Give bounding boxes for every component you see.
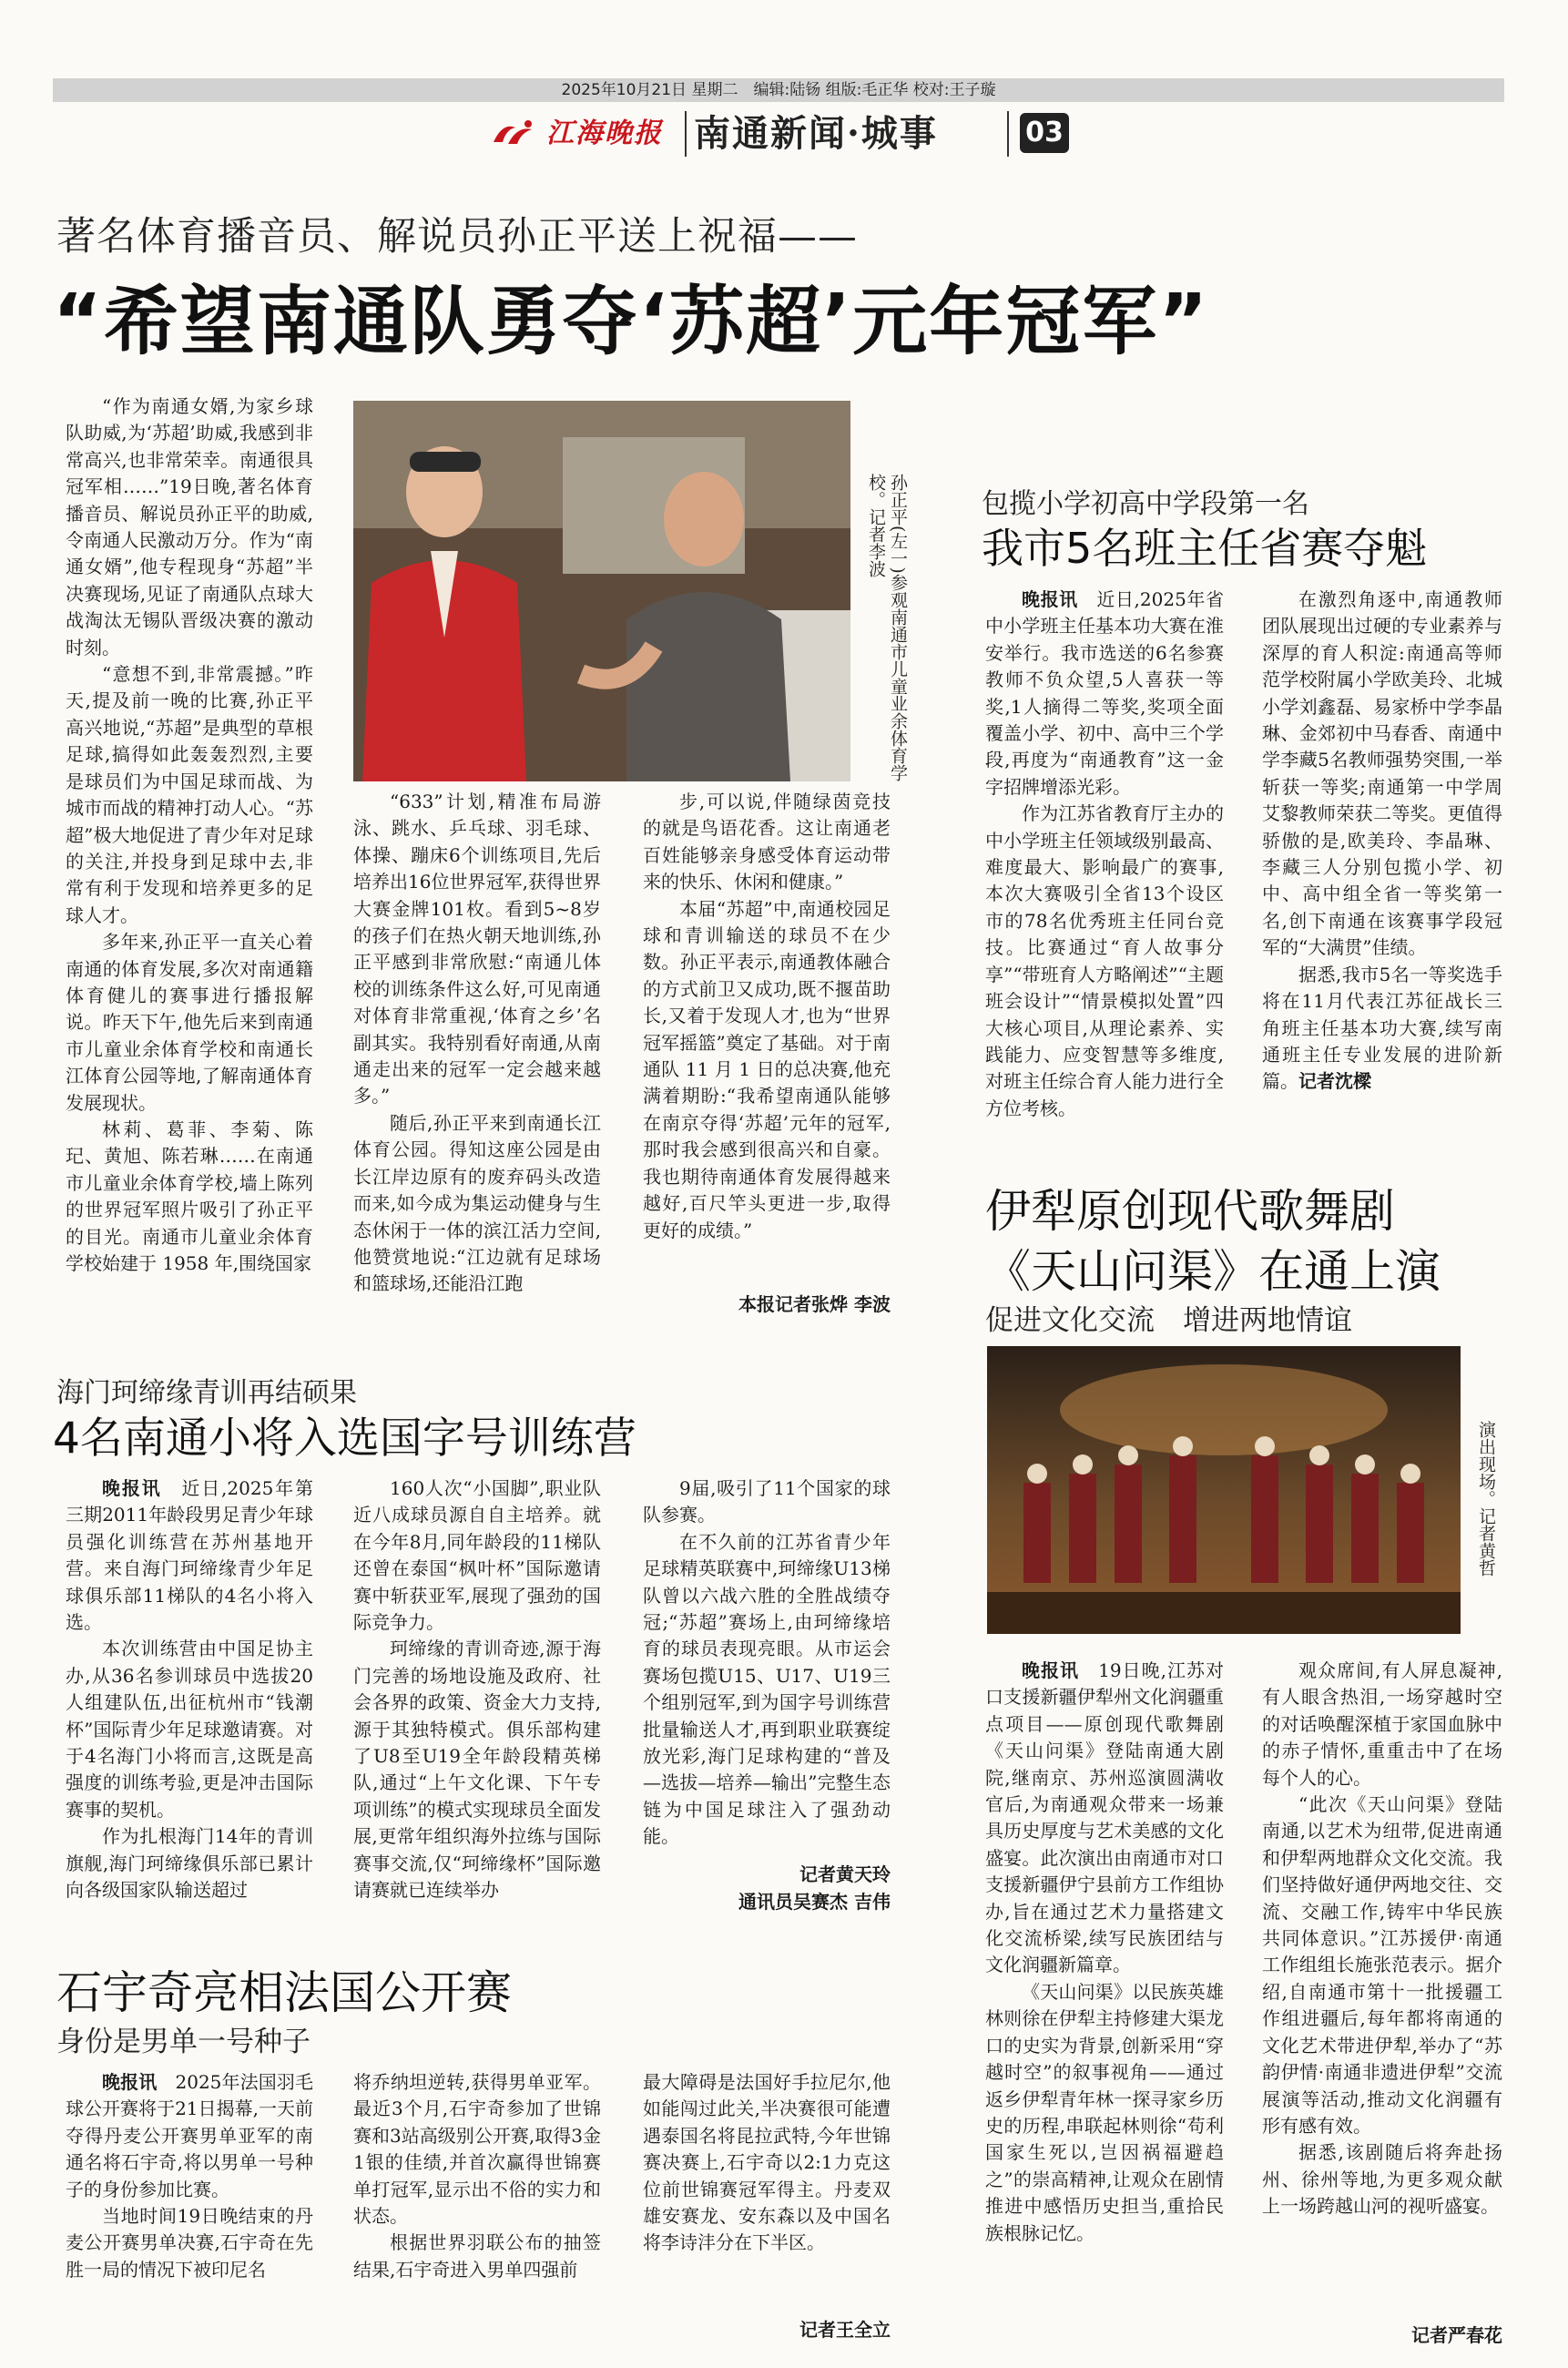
article5-paragraph: 根据世界羽联公布的抽签结果,石宇奇进入男单四强前 [353, 2231, 601, 2281]
article1-paragraph: 林莉、葛菲、李菊、陈玘、黄旭、陈若琳……在南通市儿童业余体育学校,墙上陈列的世界冠军照片吸引了孙正平的目光。南通市儿童业余体育学校始建于 1958 年,围绕国家 [66, 1118, 313, 1274]
article3-photo [987, 1346, 1461, 1634]
article3-column-1 [985, 1658, 1224, 2342]
article5-paragraph [66, 2069, 313, 2203]
article1-paragraph: 步,可以说,伴随绿茵竞技的就是鸟语花香。这让南通老百姓能够亲身感受体育运动带来的快乐、休闲和健康。” [643, 791, 891, 893]
article2-paragraph: 在激烈角逐中,南通教师团队展现出过硬的专业素养与深厚的育人积淀:南通高等师范学校附属小学欧美玲、北城小学刘鑫磊、易家桥中学李晶琳、金郊初中马春香、南通中学李藏5名教师强势突围,一举斩获一等奖;南通第一中学周艾黎教师荣获二等奖。更值得骄傲的是,欧美玲、李晶琳、李藏三人分别包揽小学、初中、高中组全省一等奖第一名,创下南通在该赛事学段冠军的“大满贯”佳绩。 [1262, 588, 1502, 959]
article1-paragraph: 多年来,孙正平一直关心着南通的体育发展,多次对南通籍体育健儿的赛事进行播报解说。昨天下午,他先后来到南通市儿童业余体育学校和南通长江体育公园等地,了解南通体育发展现状。 [66, 931, 313, 1114]
article5-column-2 [353, 2069, 601, 2342]
article5-column-1 [66, 2069, 313, 2342]
article1-headline: “希望南通队勇夺‘苏超’元年冠军” [53, 279, 1210, 365]
article4-paragraph: 在不久前的江苏省青少年足球精英联赛中,珂缔缘U13梯队曾以六战六胜的全胜战绩夺冠;“苏超”赛场上,由珂缔缘培育的球员表现亮眼。从市运会赛场包揽U15、U17、U19三个组别冠军,到为国字号训练营批量输送人才,再到职业联赛绽放光彩,海门足球构建的“普及—选拔—培养—输出”完整生态链为中国足球注入了强劲动能。 [643, 1530, 891, 1848]
article5-paragraph-text: 当地时间19日晚结束的丹麦公开赛男单决赛,石宇奇在先胜一局的情况下被印尼名 [66, 2205, 313, 2281]
article3-paragraph-text: 19日晚,江苏对口支援新疆伊犁州文化润疆重点项目——原创现代歌舞剧《天山问渠》登陆南通大剧院,继南京、苏州巡演圆满收官后,为南通观众带来一场兼具历史厚度与艺术美感的文化盛宴。此次演出由南通市对口支援新疆伊宁县前方工作组协办,旨在通过艺术力量搭建文化交流桥梁,续写民族团结与文化润疆新篇章。 [985, 1659, 1225, 1976]
article5-paragraph-text: 2025年法国羽毛球公开赛将于21日揭幕,一天前夺得丹麦公开赛男单亚军的南通名将石宇奇,将以男单一号种子的身份参加比赛。 [66, 2071, 314, 2200]
article3-headline-line1: 伊犁原创现代歌舞剧 [985, 1185, 1395, 1238]
article1-column-1 [66, 393, 313, 1274]
article5-headline: 石宇奇亮相法国公开赛 [56, 1966, 512, 2019]
article2-paragraph-text: 作为江苏省教育厅主办的中小学班主任领域级别最高、难度最大、影响最广的赛事,本次大赛吸引全省13个设区市的78名优秀班主任同台竞技。比赛通过“育人故事分享”“带班育人方略阐述”“主题班会设计”“情景模拟处置”四大核心项目,从理论素养、实践能力、应变智慧等多维度,对班主任综合育人能力进行全方位考核。 [985, 802, 1224, 1119]
logo-emblem-icon [490, 118, 537, 149]
page-number: 03 [1020, 113, 1069, 153]
news-lead: 晚报讯 [102, 1477, 162, 1499]
article5-paragraph: 将乔纳坦逆转,获得男单亚军。最近3个月,石宇奇参加了世锦赛和3站高级别公开赛,取得3金1银的佳绩,并首次赢得世锦赛单打冠军,显示出不俗的实力和状态。 [353, 2071, 601, 2228]
article1-column-2 [353, 789, 601, 1335]
article3-paragraph-text: 《天山问渠》以民族英雄林则徐在伊犁主持修建大渠龙口的史实为背景,创新采用“穿越时空”的叙事视角——通过返乡伊犁青年林一探寻家乡历史的历程,串联起林则徐“苟利国家生死以,岂因祸福避趋之”的崇高精神,让观众在剧情推进中感悟历史担当,重拾民族根脉记忆。 [985, 1980, 1224, 2244]
article4-headline: 4名南通小将入选国字号训练营 [53, 1414, 636, 1464]
article5-column-3 [643, 2069, 891, 2310]
masthead-divider [685, 111, 687, 157]
article3-headline-line2: 《天山问渠》在通上演 [985, 1245, 1441, 1298]
article3-photo-caption: 演出现场。记者黄哲 [1476, 1421, 1496, 1577]
article2-paragraph-text: 据悉,我市5名一等奖选手将在11月代表江苏征战长三角班主任基本功大赛,续写南通班主任专业发展的进阶新篇。 [1262, 963, 1502, 1093]
section-title: 南通新闻·城事 [694, 112, 938, 155]
article3-subhead: 促进文化交流 增进两地情谊 [985, 1304, 1352, 1337]
article1-column-3 [643, 789, 891, 1286]
article1-byline: 本报记者张烨 李波 [738, 1293, 891, 1315]
article4-paragraph [66, 1636, 313, 1823]
dateline: 2025年10月21日 星期二 编辑:陆钖 组版:毛正华 校对:王子璇 [561, 81, 996, 99]
article4-byline-correspondent: 通讯员吴赛杰 吉伟 [738, 1891, 891, 1913]
article2-paragraph [985, 587, 1224, 801]
news-lead: 晚报讯 [102, 2071, 158, 2093]
article1-paragraph: 本届“苏超”中,南通校园足球和青训输送的球员不在少数。孙正平表示,南通教体融合的方式前卫又成功,既不揠苗助长,又着于发现人才,也为“世界冠军摇篮”奠定了基础。对于南通队 11 月 1 日的总决赛,他充满着期盼:“我希望南通队能够在南京夺得‘苏超’元年的冠军,那时我会感到很高兴和自豪。我也期待南通体育发展得越来越好,百尺竿头更进一步,取得更好的成绩。” [643, 897, 891, 1241]
article4-paragraph-text: 近日,2025年第三期2011年龄段男足青少年球员强化训练营在苏州基地开营。来自海门珂缔缘青少年足球俱乐部11梯队的4名小将入选。 [66, 1477, 313, 1634]
article5-subhead: 身份是男单一号种子 [56, 2026, 311, 2058]
news-lead: 晚报讯 [1022, 1659, 1080, 1681]
article3-paragraph [985, 1979, 1224, 2247]
article4-column-2 [353, 1475, 601, 1905]
article5-paragraph: 最大障碍是法国好手拉尼尔,他如能闯过此关,半决赛很可能遭遇泰国名将昆拉武特,今年世锦赛决赛上,石宇奇以2:1力克这位前世锦赛冠军得主。丹麦双雄安赛龙、安东森以及中国名将李诗沣分在下半区。 [643, 2071, 891, 2254]
article2-paragraph [985, 801, 1224, 1122]
article1-paragraph: “作为南通女婿,为家乡球队助威,为‘苏超’助威,我感到非常高兴,也非常荣幸。南通很具冠军相……”19日晚,著名体育播音员、解说员孙正平的助威,令南通人民激动万分。作为“南通女婿”,他专程现身“苏超”半决赛现场,见证了南通队点球大战淘汰无锡队晋级决赛的激动时刻。 [66, 395, 313, 658]
article2-column-2 [1262, 587, 1502, 1106]
article4-kicker: 海门珂缔缘青训再结硕果 [56, 1377, 357, 1409]
article2-paragraph [1262, 962, 1502, 1096]
article4-paragraph [66, 1823, 313, 1904]
dateline-bar [53, 78, 1504, 102]
article3-paragraph: “此次《天山问渠》登陆南通,以艺术为纽带,促进南通和伊犁两地群众文化交流。我们坚持做好通伊两地交往、交流、交融工作,铸牢中华民族共同体意识。”江苏援伊·南通工作组组长施张范表示。据介绍,自南通市第十一批援疆工作组进疆后,每年都将南通的文化艺术带进伊犁,举办了“苏韵伊情·南通非遗进伊犁”交流展演等活动,推动文化润疆有形有感有效。 [1262, 1793, 1502, 2137]
article1-paragraph: “意想不到,非常震撼。”昨天,提及前一晚的比赛,孙正平高兴地说,“苏超”是典型的草根足球,搞得如此轰轰烈烈,主要是球员们为中国足球而战、为城市而战的精神打动人心。“苏超”极大地促进了青少年对足球的关注,并投身到足球中去,非常有利于发现和培养更多的足球人才。 [66, 663, 313, 926]
article1-kicker: 著名体育播音员、解说员孙正平送上祝福—— [56, 214, 858, 260]
article3-byline: 记者严春花 [1411, 2324, 1502, 2346]
article4-paragraph-text: 作为扎根海门14年的青训旗舰,海门珂缔缘俱乐部已累计向各级国家队输送超过 [66, 1825, 313, 1902]
article4-byline-reporter: 记者黄天玲 [799, 1863, 891, 1885]
article1-photo [353, 401, 850, 781]
masthead-divider [1007, 111, 1009, 157]
article3-paragraph: 据悉,该剧随后将奔赴扬州、徐州等地,为更多观众献上一场跨越山河的视听盛宴。 [1262, 2141, 1502, 2218]
article2-paragraph-text: 近日,2025年省中小学班主任基本功大赛在淮安举行。我市选送的6名参赛教师不负众望,5人喜获一等奖,1人摘得二等奖,奖项全面覆盖小学、初中、高中三个学段,再度为“南通教育”这一金字招牌增添光彩。 [985, 588, 1224, 798]
article5-byline: 记者王全立 [799, 2319, 891, 2341]
article3-paragraph: 观众席间,有人屏息凝神,有人眼含热泪,一场穿越时空的对话唤醒深植于家国血脉中的赤子情怀,重重击中了在场每个人的心。 [1262, 1659, 1502, 1789]
article4-column-3 [643, 1475, 891, 1851]
article4-paragraph-text: 本次训练营由中国足协主办,从36名参训球员中选拔20人组建队伍,出征杭州市“钱潮杯”国际青少年足球邀请赛。对于4名海门小将而言,这既是高强度的训练考验,更是冲击国际赛事的契机。 [66, 1638, 313, 1821]
article3-paragraph [985, 1658, 1224, 1979]
article2-column-1 [985, 587, 1224, 1119]
article5-paragraph [66, 2203, 313, 2283]
article4-paragraph: 160人次“小国脚”,职业队近八成球员源自自主培养。就在今年8月,同年龄段的11梯队还曾在泰国“枫叶杯”国际邀请赛中斩获亚军,展现了强劲的国际竞争力。 [353, 1477, 601, 1634]
article4-column-1 [66, 1475, 313, 1905]
news-lead: 晚报讯 [1022, 588, 1078, 610]
article1-photo-caption: 孙正平(左一)参观南通市儿童业余体育学校。记者李波 [866, 474, 908, 781]
newspaper-logo: 江海晚报 [546, 117, 663, 149]
article1-paragraph: 随后,孙正平来到南通长江体育公园。得知这座公园是由长江岸边原有的废弃码头改造而来,如今成为集运动健身与生态休闲于一体的滨江活力空间,他赞赏地说:“江边就有足球场和篮球场,还能沿江跑 [353, 1111, 601, 1295]
article2-headline: 我市5名班主任省赛夺魁 [982, 524, 1428, 573]
article4-paragraph [66, 1475, 313, 1636]
article2-kicker: 包揽小学初高中学段第一名 [982, 488, 1309, 520]
article2-byline: 记者沈樑 [1298, 1070, 1371, 1093]
article4-paragraph: 珂缔缘的青训奇迹,源于海门完善的场地设施及政府、社会各界的政策、资金大力支持,源于其独特模式。俱乐部构建了U8至U19全年龄段精英梯队,通过“上午文化课、下午专项训练”的模式实现球员全面发展,更常年组织海外拉练与国际赛事交流,仅“珂缔缘杯”国际邀请赛就已连续举办 [353, 1638, 601, 1902]
article3-column-2 [1262, 1658, 1502, 2332]
article1-paragraph: “633”计划,精准布局游泳、跳水、乒乓球、羽毛球、体操、蹦床6个训练项目,先后培养出16位世界冠军,获得世界大赛金牌101枚。看到5~8岁的孩子们在热火朝天地训练,孙正平感到非常欣慰:“南通儿体校的训练条件这么好,可见南通对体育非常重视,‘体育之乡’名副其实。我特别看好南通,从南通走出来的冠军一定会越来越多。” [353, 791, 601, 1107]
article4-paragraph: 9届,吸引了11个国家的球队参赛。 [643, 1477, 891, 1526]
